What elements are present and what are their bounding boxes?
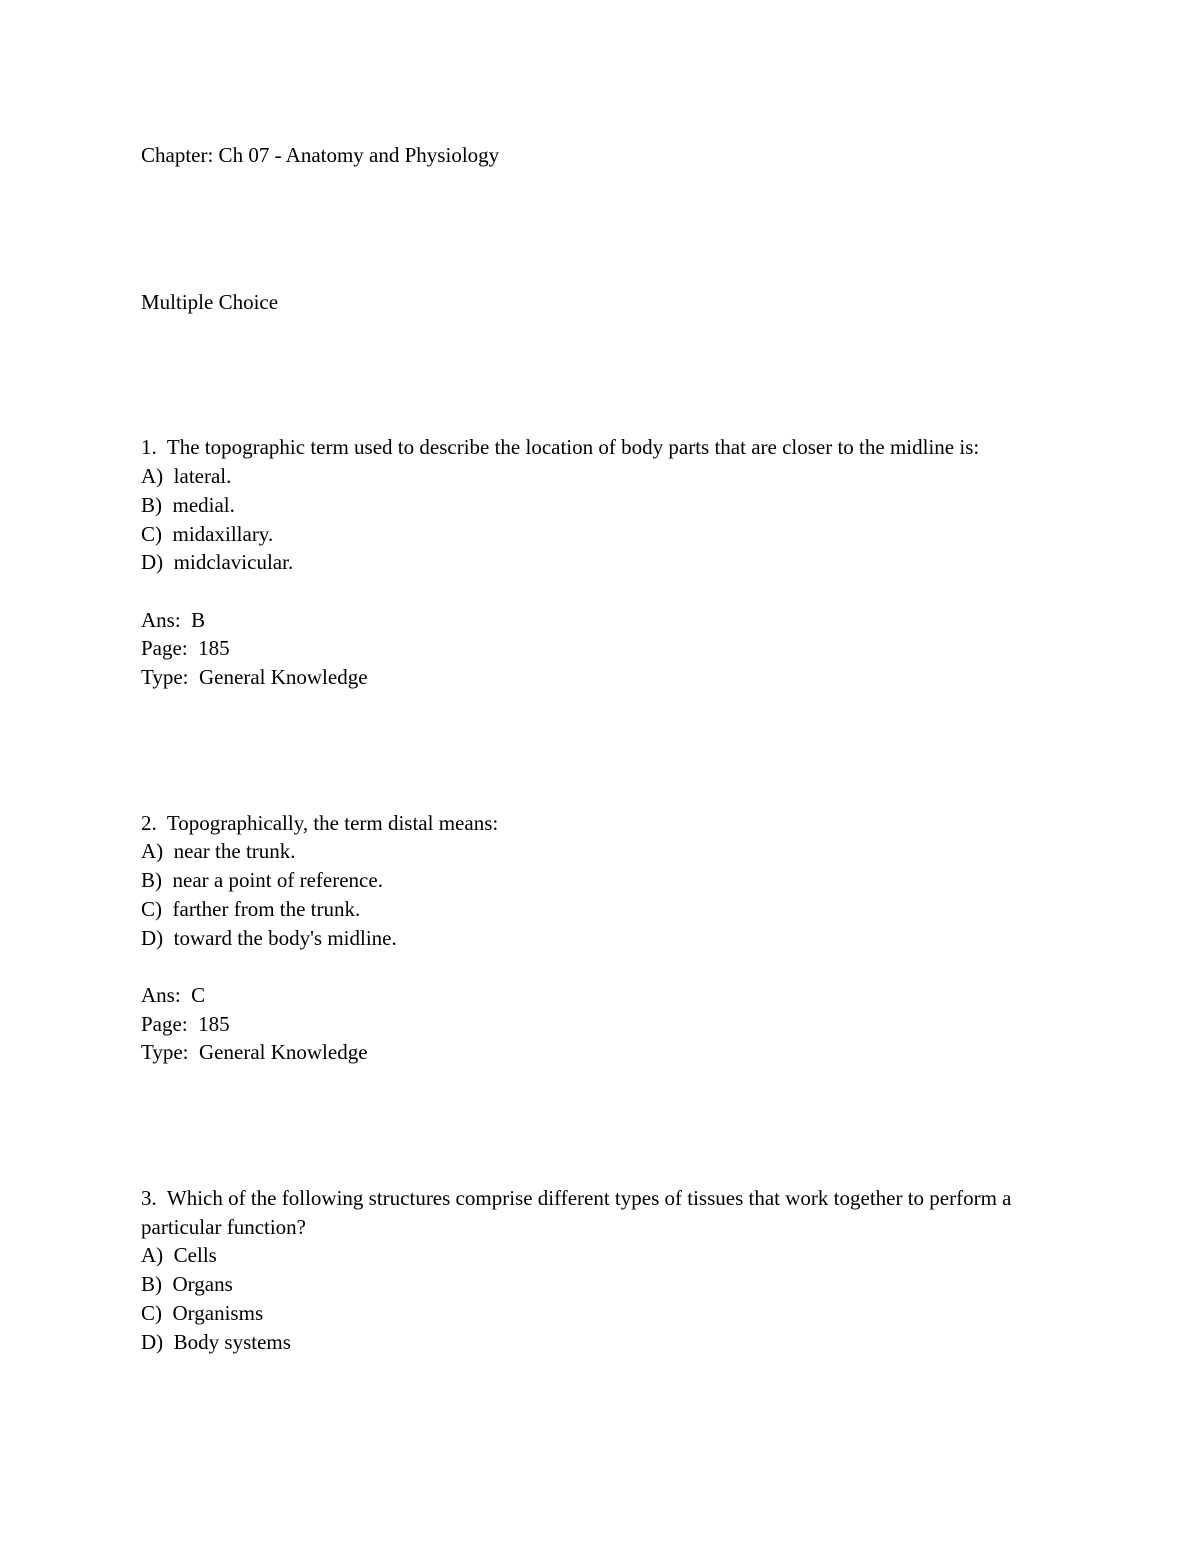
page-line: Page: 185 [141,636,230,661]
question-2-stem: 2. Topographically, the term distal means: [141,810,499,835]
page-line: Page: 185 [141,1011,230,1036]
choice-c: C) Organisms [141,1300,264,1325]
choice-c: C) farther from the trunk. [141,896,361,921]
answer-line: Ans: B [141,607,206,632]
question-2-choices [141,837,1071,952]
question-1-stem: 1. The topographic term used to describe the location of body parts that are closer to the midline is: [141,435,980,460]
question-2-meta [141,981,1071,1067]
question-2 [141,809,1071,1067]
choice-d: D) toward the body's midline. [141,925,397,950]
type-line: Type: General Knowledge [141,665,368,690]
question-3-choices [141,1241,1071,1356]
choice-c: C) midaxillary. [141,521,274,546]
answer-line: Ans: C [141,982,206,1007]
choice-a: A) near the trunk. [141,839,296,864]
choice-b: B) Organs [141,1272,233,1297]
question-1 [141,433,1071,691]
choice-a: A) Cells [141,1243,217,1268]
choice-d: D) Body systems [141,1329,291,1354]
type-line: Type: General Knowledge [141,1040,368,1065]
document-page [141,141,1071,1356]
choice-b: B) medial. [141,492,235,517]
choice-d: D) midclavicular. [141,550,294,575]
choice-a: A) lateral. [141,464,232,489]
question-1-choices [141,462,1071,577]
section-title: Multiple Choice [141,289,279,314]
chapter-heading: Chapter: Ch 07 - Anatomy and Physiology [141,143,500,167]
question-1-meta [141,606,1071,692]
question-3 [141,1184,1071,1356]
choice-b: B) near a point of reference. [141,868,383,893]
question-3-stem: 3. Which of the following structures comprise different types of tissues that work together to perform a particular function? [141,1186,1017,1239]
